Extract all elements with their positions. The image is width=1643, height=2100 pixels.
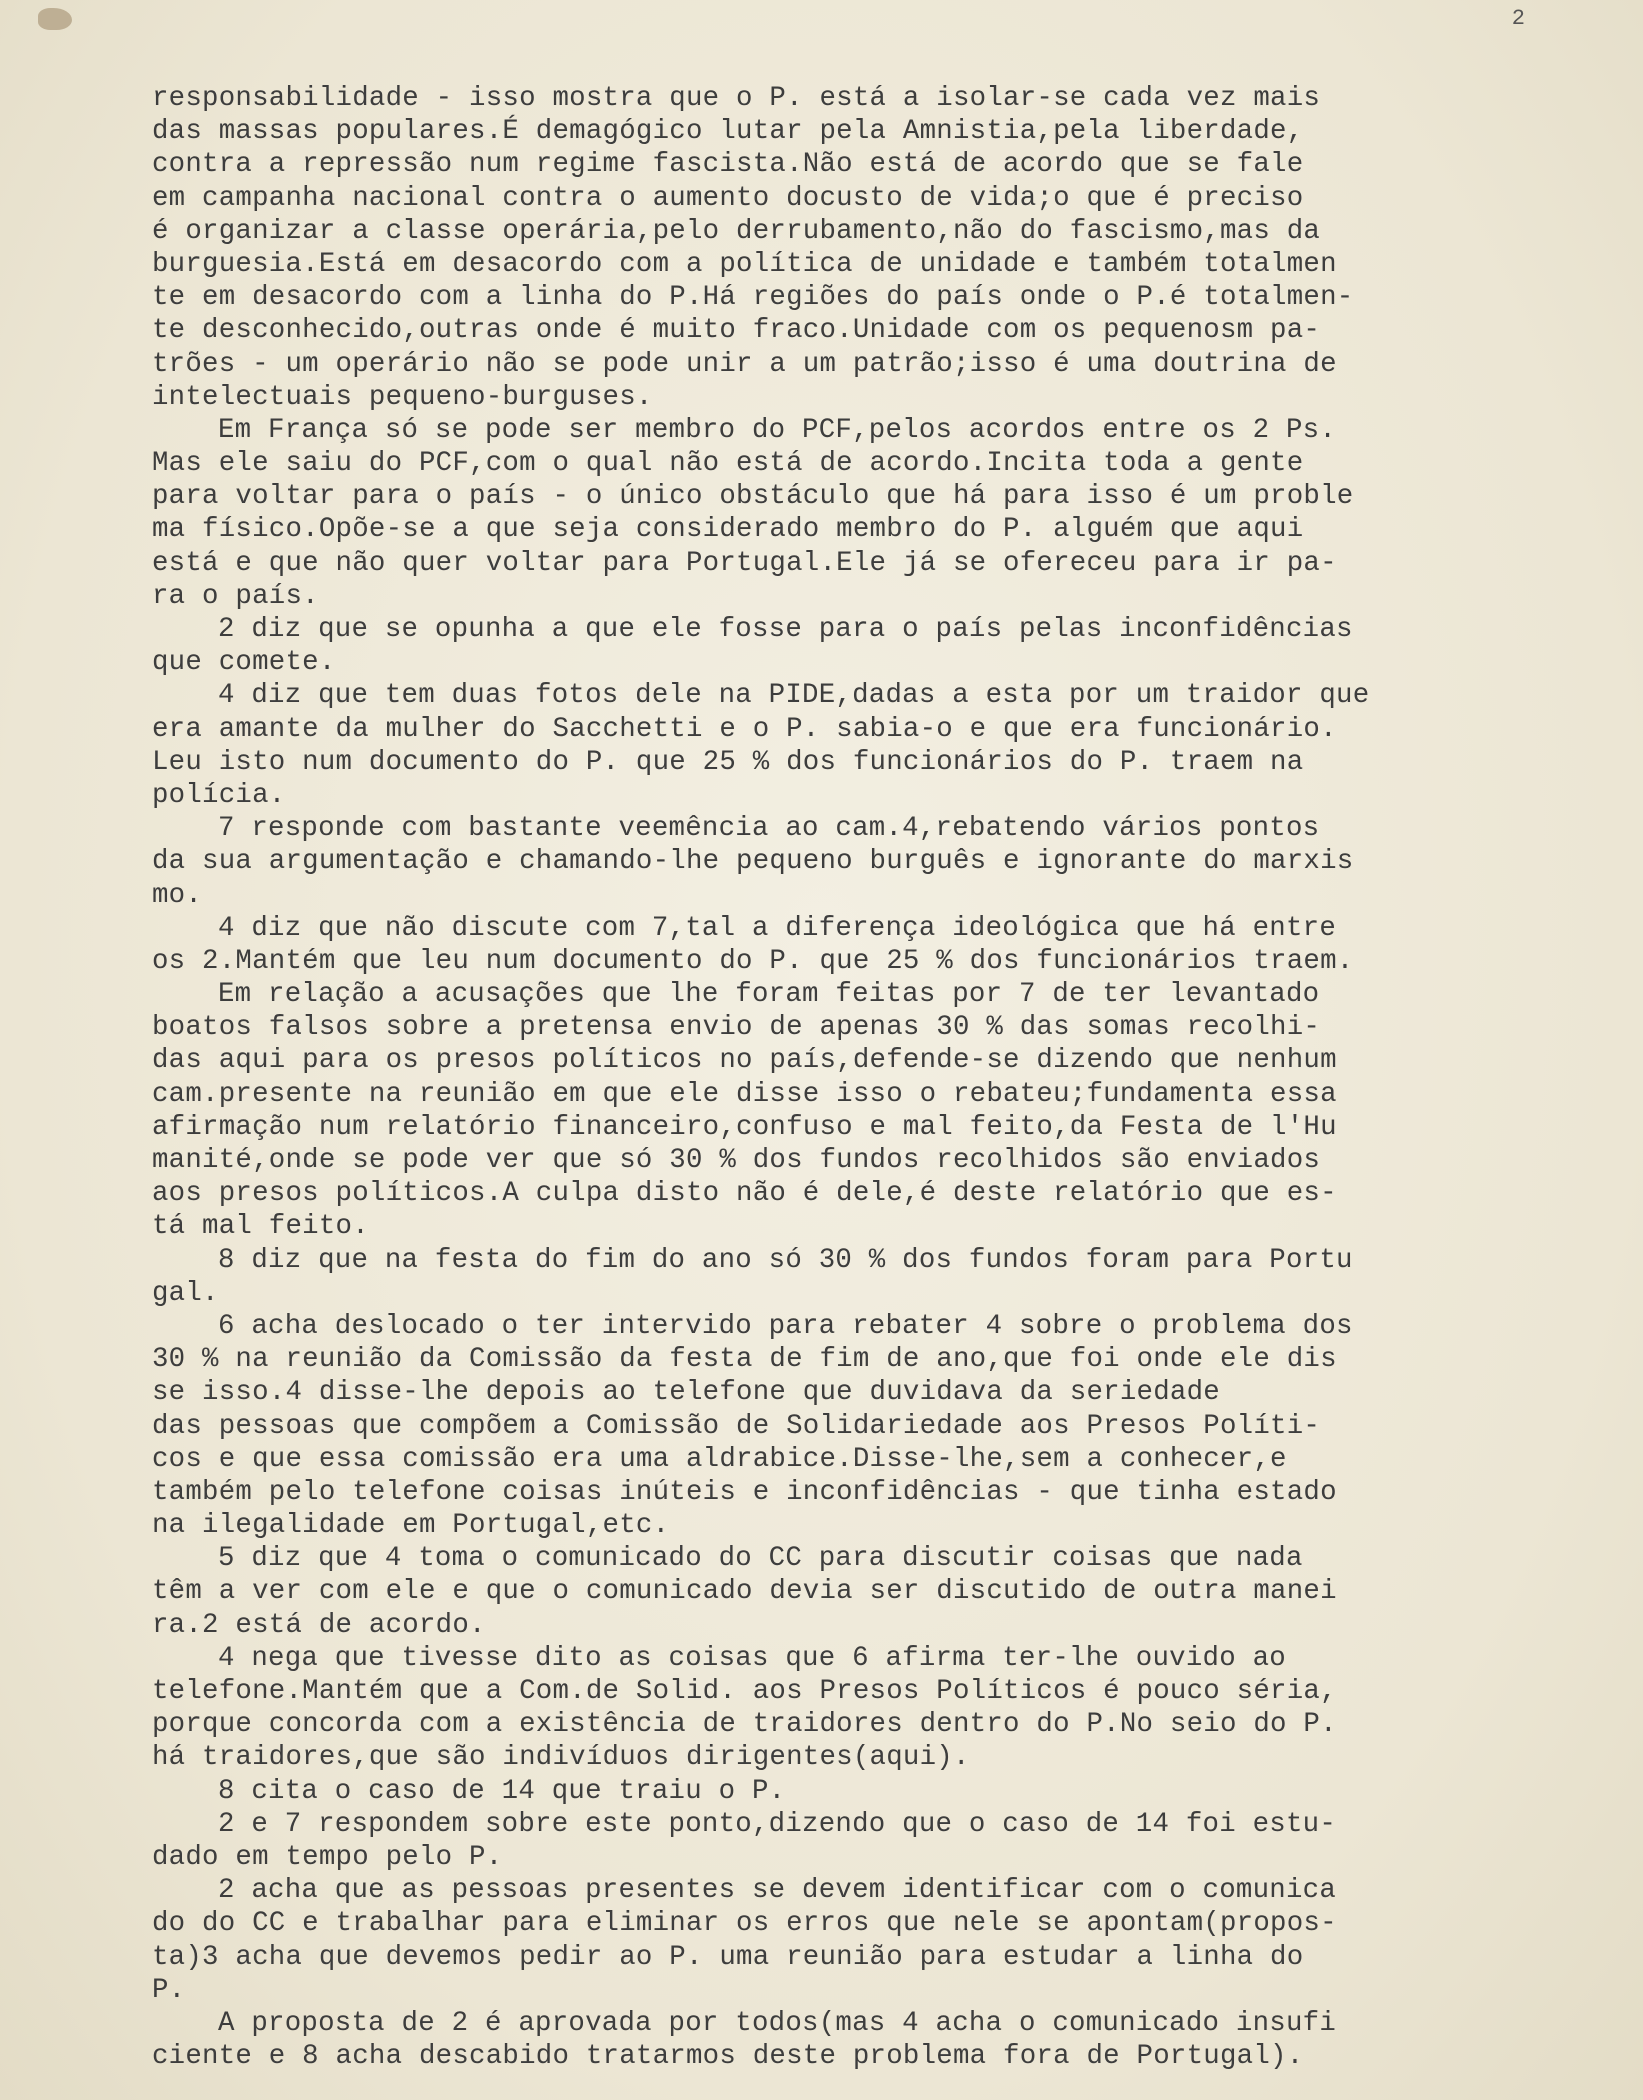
text-line: boatos falsos sobre a pretensa envio de apenas 30 % das somas recolhi-: [152, 1012, 1321, 1044]
text-line: há traidores,que são indivíduos dirigentes(aqui).: [152, 1742, 970, 1774]
text-line: 8 cita o caso de 14 que traiu o P.: [218, 1775, 786, 1807]
text-line: contra a repressão num regime fascista.Não está de acordo que se fale: [152, 149, 1304, 181]
text-line: te em desacordo com a linha do P.Há regiões do país onde o P.é totalmen-: [152, 282, 1354, 314]
text-line: burguesia.Está em desacordo com a política de unidade e também totalmen: [152, 248, 1337, 280]
text-line: que comete.: [152, 647, 336, 679]
text-line: na ilegalidade em Portugal,etc.: [152, 1510, 670, 1542]
typed-text-body: [152, 82, 1612, 2073]
text-line: A proposta de 2 é aprovada por todos(mas 4 acha o comunicado insufi: [218, 2007, 1337, 2039]
text-line: 2 acha que as pessoas presentes se devem identificar com o comunica: [218, 1875, 1337, 1907]
text-line: em campanha nacional contra o aumento docusto de vida;o que é preciso: [152, 182, 1304, 214]
text-line: têm a ver com ele e que o comunicado devia ser discutido de outra manei: [152, 1576, 1337, 1608]
text-line: Mas ele saiu do PCF,com o qual não está de acordo.Incita toda a gente: [152, 448, 1304, 480]
text-line: 8 diz que na festa do fim do ano só 30 % dos fundos foram para Portu: [218, 1244, 1353, 1276]
page-number: 2: [1511, 6, 1525, 31]
text-line: 7 responde com bastante veemência ao cam.4,rebatendo vários pontos: [218, 813, 1320, 845]
text-line: gal.: [152, 1277, 219, 1309]
text-line: ta)3 acha que devemos pedir ao P. uma reunião para estudar a linha do: [152, 1941, 1304, 1973]
text-line: aos presos políticos.A culpa disto não é dele,é deste relatório que es-: [152, 1178, 1337, 1210]
text-line: porque concorda com a existência de traidores dentro do P.No seio do P.: [152, 1709, 1337, 1741]
text-line: 4 diz que tem duas fotos dele na PIDE,dadas a esta por um traidor que: [218, 680, 1370, 712]
text-line: para voltar para o país - o único obstáculo que há para isso é um proble: [152, 481, 1354, 513]
text-line: ma físico.Opõe-se a que seja considerado membro do P. alguém que aqui: [152, 514, 1304, 546]
text-line: se isso.4 disse-lhe depois ao telefone que duvidava da seriedade: [152, 1377, 1220, 1409]
text-line: das massas populares.É demagógico lutar pela Amnistia,pela liberdade,: [152, 116, 1304, 148]
text-line: responsabilidade - isso mostra que o P. está a isolar-se cada vez mais: [152, 83, 1321, 114]
text-line: do do CC e trabalhar para eliminar os erros que nele se apontam(propos-: [152, 1908, 1337, 1940]
text-line: te desconhecido,outras onde é muito fraco.Unidade com os pequenosm pa-: [152, 315, 1321, 347]
text-line: era amante da mulher do Sacchetti e o P. sabia-o e que era funcionário.: [152, 713, 1337, 745]
text-line: telefone.Mantém que a Com.de Solid. aos Presos Políticos é pouco séria,: [152, 1676, 1337, 1707]
text-line: P.: [152, 1974, 186, 2006]
text-line: mo.: [152, 879, 203, 911]
text-line: 5 diz que 4 toma o comunicado do CC para discutir coisas que nada: [218, 1543, 1303, 1575]
text-line: tá mal feito.: [152, 1211, 369, 1243]
text-line: intelectuais pequeno-burguses.: [152, 381, 653, 413]
text-line: os 2.Mantém que leu num documento do P. que 25 % dos funcionários traem.: [152, 945, 1354, 977]
text-line: 30 % na reunião da Comissão da festa de fim de ano,que foi onde ele dis: [152, 1344, 1337, 1376]
text-line: 4 nega que tivesse dito as coisas que 6 afirma ter-lhe ouvido ao: [218, 1642, 1286, 1674]
text-line: 2 e 7 respondem sobre este ponto,dizendo que o caso de 14 foi estu-: [218, 1808, 1337, 1840]
text-line: ra o país.: [152, 580, 319, 612]
text-line: Em relação a acusações que lhe foram feitas por 7 de ter levantado: [218, 979, 1320, 1011]
text-line: ciente e 8 acha descabido tratarmos deste problema fora de Portugal).: [152, 2041, 1304, 2073]
text-line: manité,onde se pode ver que só 30 % dos fundos recolhidos são enviados: [152, 1145, 1321, 1176]
text-line: dado em tempo pelo P.: [152, 1841, 503, 1873]
text-line: Em França só se pode ser membro do PCF,pelos acordos entre os 2 Ps.: [218, 414, 1337, 446]
text-line: 4 diz que não discute com 7,tal a diferença ideológica que há entre: [218, 912, 1337, 944]
text-line: das aqui para os presos políticos no país,defende-se dizendo que nenhum: [152, 1045, 1337, 1077]
text-line: Leu isto num documento do P. que 25 % dos funcionários do P. traem na: [152, 746, 1304, 778]
text-line: está e que não quer voltar para Portugal.Ele já se ofereceu para ir pa-: [152, 547, 1337, 579]
text-line: das pessoas que compõem a Comissão de Solidariedade aos Presos Políti-: [152, 1410, 1321, 1442]
text-line: ra.2 está de acordo.: [152, 1609, 486, 1641]
text-line: trões - um operário não se pode unir a um patrão;isso é uma doutrina de: [152, 348, 1337, 380]
text-line: afirmação num relatório financeiro,confuso e mal feito,da Festa de l'Hu: [152, 1111, 1337, 1143]
text-line: também pelo telefone coisas inúteis e inconfidências - que tinha estado: [152, 1476, 1337, 1508]
text-line: é organizar a classe operária,pelo derrubamento,não do fascismo,mas da: [152, 215, 1321, 247]
text-line: da sua argumentação e chamando-lhe pequeno burguês e ignorante do marxis: [152, 846, 1354, 878]
stain-mark: [38, 8, 72, 30]
text-line: 2 diz que se opunha a que ele fosse para o país pelas inconfidências: [218, 614, 1353, 645]
text-line: 6 acha deslocado o ter intervido para rebater 4 sobre o problema dos: [218, 1310, 1353, 1342]
text-line: cam.presente na reunião em que ele disse isso o rebateu;fundamenta essa: [152, 1078, 1337, 1110]
text-line: cos e que essa comissão era uma aldrabice.Disse-lhe,sem a conhecer,e: [152, 1443, 1287, 1475]
text-line: polícia.: [152, 779, 286, 811]
